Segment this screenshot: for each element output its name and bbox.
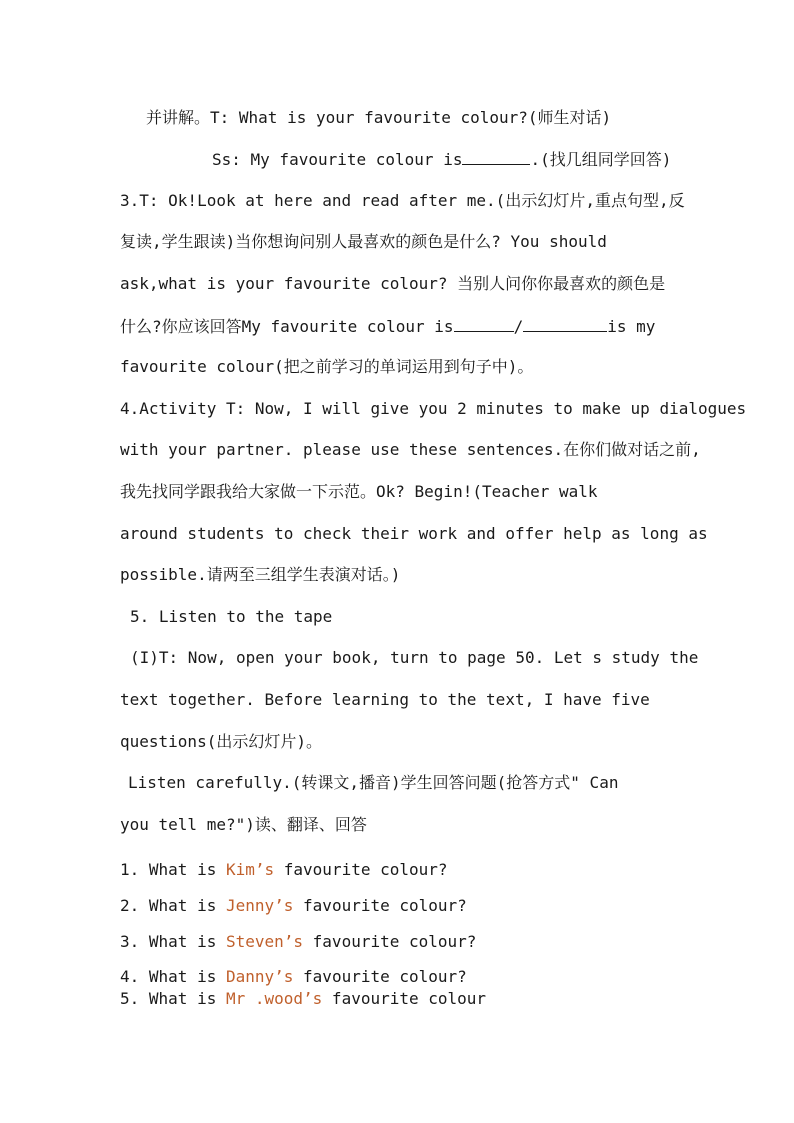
intro-line-2-prefix: Ss: My favourite colour is	[212, 150, 463, 169]
step3-line-4-prefix: 什么?你应该回答My favourite colour is	[120, 317, 454, 336]
question-suffix: favourite colour?	[293, 896, 467, 915]
question-suffix: favourite colour?	[303, 932, 477, 951]
question-2	[120, 896, 680, 916]
intro-line-1: 并讲解。T: What is your favourite colour?(师生对话)	[146, 108, 612, 127]
step5-line-4: Listen carefully.(转课文,播音)学生回答问题(抢答方式" Can	[128, 773, 619, 792]
step5-line-5: you tell me?")读、翻译、回答	[120, 815, 367, 834]
step3-line-2: 复读,学生跟读)当你想询问别人最喜欢的颜色是什么? You should	[120, 232, 607, 251]
answer-blank	[523, 316, 607, 332]
question-name: Jenny’s	[225, 896, 294, 915]
step4-line-5: possible.请两至三组学生表演对话。)	[120, 565, 401, 584]
answer-blank	[462, 149, 530, 165]
step3-line-4-suffix: is my	[607, 317, 656, 336]
step3-line-1: 3.T: Ok!Look at here and read after me.(出示幻灯片,重点句型,反	[120, 191, 685, 210]
step3-line-5: favourite colour(把之前学习的单词运用到句子中)。	[120, 357, 534, 376]
question-prefix: 4. What is	[120, 967, 226, 986]
intro-line-2-suffix: .(找几组同学回答)	[530, 150, 672, 169]
question-prefix: 2. What is	[120, 896, 226, 915]
step5-line-3: questions(出示幻灯片)。	[120, 732, 322, 751]
question-name: Steven’s	[225, 932, 304, 951]
question-name: Mr .wood’s	[225, 989, 323, 1008]
step5-line-2: text together. Before learning to the text, I have five	[120, 690, 650, 709]
step5-line-1: (I)T: Now, open your book, turn to page 50. Let s study the	[130, 648, 699, 667]
step5-title: 5. Listen to the tape	[130, 607, 333, 626]
question-suffix: favourite colour	[322, 989, 487, 1008]
step4-line-3: 我先找同学跟我给大家做一下示范。Ok? Begin!(Teacher walk	[120, 482, 598, 501]
answer-blank	[454, 316, 514, 332]
step3-line-4	[120, 316, 680, 337]
question-5	[120, 989, 680, 1009]
step3-line-4-sep: /	[513, 317, 524, 336]
step4-line-2: with your partner. please use these sentences.在你们做对话之前,	[120, 440, 701, 459]
question-prefix: 1. What is	[120, 860, 226, 879]
question-prefix: 3. What is	[120, 932, 226, 951]
question-suffix: favourite colour?	[274, 860, 448, 879]
question-suffix: favourite colour?	[293, 967, 467, 986]
step3-line-3: ask,what is your favourite colour? 当别人问你你最喜欢的颜色是	[120, 274, 666, 293]
question-name: Danny’s	[225, 967, 294, 986]
question-4	[120, 967, 680, 987]
question-3	[120, 932, 680, 952]
step4-line-4: around students to check their work and offer help as long as	[120, 524, 708, 543]
question-prefix: 5. What is	[120, 989, 226, 1008]
intro-line-2	[212, 149, 772, 170]
step4-line-1: 4.Activity T: Now, I will give you 2 minutes to make up dialogues	[120, 399, 747, 418]
question-1	[120, 860, 680, 880]
question-name: Kim’s	[225, 860, 275, 879]
